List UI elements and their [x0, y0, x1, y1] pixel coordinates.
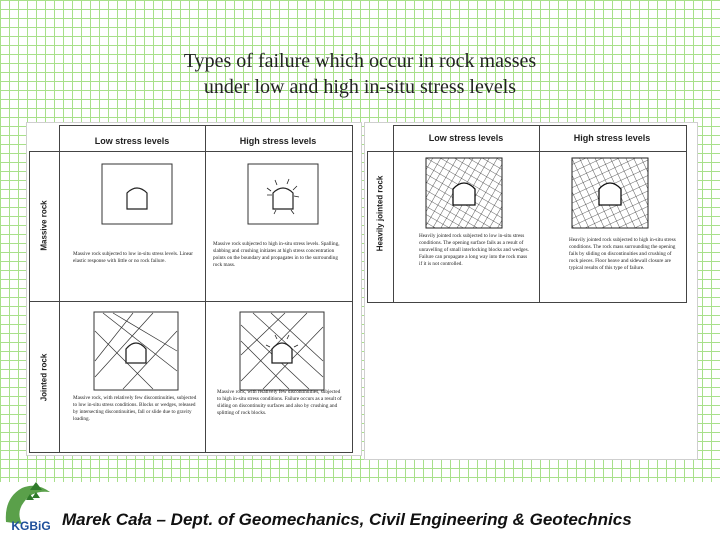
right-table — [364, 122, 698, 460]
right-col-high-label: High stress levels — [573, 133, 651, 143]
left-col-low-label: Low stress levels — [94, 136, 170, 146]
sketch-jointed-low — [93, 311, 179, 391]
desc-jointed-high: Massive rock, with relatively few discontinuities, subjected to high in-situ stress conditions. Failure occurs as a result of sliding on discontinuity surfaces and also by crushing and splitting of rock blocks. — [217, 389, 342, 416]
title-line-2: under low and high in-situ stress levels — [203, 76, 517, 98]
footer-author-text: Marek Cała – Dept. of Geomechanics, Civil Engineering & Geotechnics — [62, 510, 632, 529]
desc-massive-low: Massive rock subjected to low in-situ stress levels. Linear elastic response with little or no rock failure. — [73, 251, 194, 264]
sketch-heavily-low — [425, 157, 503, 229]
kgbig-logo — [2, 478, 60, 538]
sketch-jointed-high — [239, 311, 325, 391]
row-label-jointed: Jointed rock — [39, 353, 49, 402]
title-line-1: Types of failure which occur in rock masses — [183, 50, 537, 72]
desc-heavily-high: Heavily jointed rock subjected to high in-situ stress conditions. The rock mass surrounding the opening fails by sliding on discontinuities and crushing of rock pieces. Floor heave and sidewall closure are typical results of this type of failure. — [569, 237, 676, 271]
sketch-massive-high — [247, 163, 319, 225]
logo-text: KGBiG — [11, 519, 51, 533]
sketch-massive-low — [101, 163, 173, 225]
desc-jointed-low: Massive rock, with relatively few discontinuities, subjected to low in-situ stress conditions. Blocks or wedges, released by intersecting discontinuities, fall or slide due to gravity loading. — [73, 395, 197, 422]
row-label-heavily-jointed: Heavily jointed rock — [375, 175, 385, 252]
left-table — [26, 122, 362, 456]
row-label-massive: Massive rock — [39, 200, 49, 251]
slide-title — [0, 48, 720, 100]
right-col-low-label: Low stress levels — [428, 133, 504, 143]
left-col-high-label: High stress levels — [239, 136, 317, 146]
sketch-heavily-high — [571, 157, 649, 229]
desc-heavily-low: Heavily jointed rock subjected to low in-situ stress conditions. The opening surface fails as a result of unravelling of small interlocking blocks and wedges. Failure can propagate a long way into the rock mass if it is not controlled. — [419, 233, 529, 267]
desc-massive-high: Massive rock subjected to high in-situ stress levels. Spalling, slabbing and crushing initiates at high stress concentration points on the boundary and propagates in to the surrounding rock mass. — [213, 241, 340, 268]
